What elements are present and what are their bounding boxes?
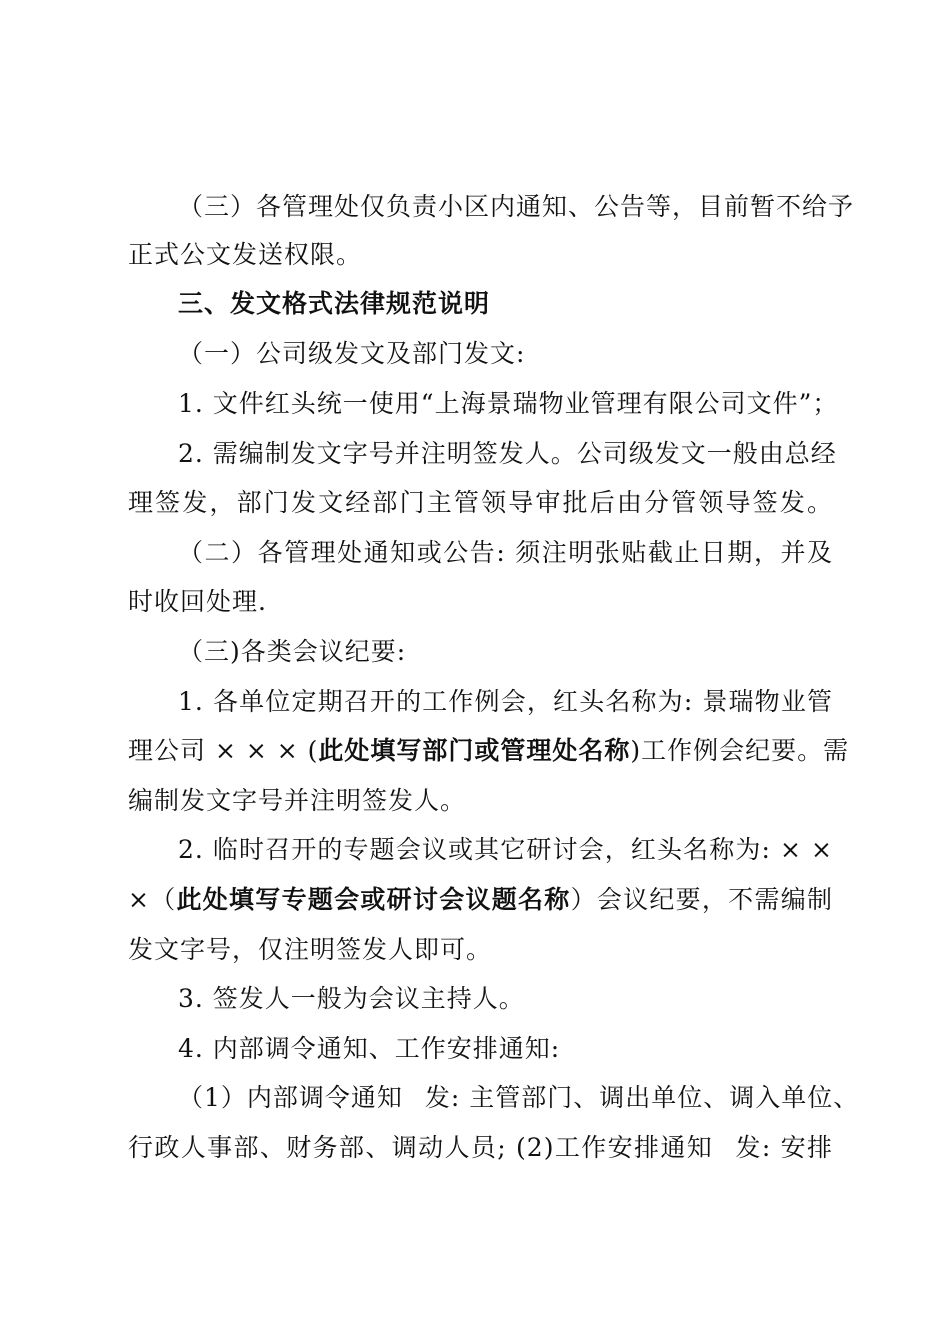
- subsection-heading: （三)各类会议纪要:: [178, 637, 407, 666]
- subsection-heading: （一）公司级发文及部门发文:: [178, 339, 526, 368]
- paragraph-line-mixed: [128, 1132, 833, 1164]
- text-segment: （1）内部调令通知: [178, 1083, 403, 1112]
- paragraph-line-mixed: [128, 735, 850, 767]
- paragraph-line: （二）各管理处通知或公告: 须注明张贴截止日期，并及: [178, 538, 833, 567]
- text-segment: 发: 主管部门、调出单位、调入单位、: [424, 1083, 860, 1112]
- paragraph-line: 2. 需编制发文字号并注明签发人。公司级发文一般由总经: [178, 439, 837, 468]
- paragraph-line: 编制发文字号并注明签发人。: [128, 786, 467, 815]
- paragraph-line-mixed: [128, 884, 833, 916]
- paragraph-line: 3. 签发人一般为会议主持人。: [178, 984, 525, 1013]
- text-segment: 理公司 × × × (: [128, 736, 319, 765]
- bold-placeholder: 此处填写专题会或研讨会议题名称: [176, 885, 571, 914]
- text-segment: 发: 安排: [735, 1133, 833, 1162]
- paragraph-line: 1. 各单位定期召开的工作例会，红头名称为: 景瑞物业管: [178, 687, 833, 716]
- paragraph-line: （三）各管理处仅负责小区内通知、公告等，目前暂不给予: [178, 192, 855, 221]
- paragraph-line: 正式公文发送权限。: [128, 240, 363, 269]
- paragraph-line: 发文字号，仅注明签发人即可。: [128, 935, 493, 964]
- bold-placeholder: 此处填写部门或管理处名称: [318, 736, 631, 765]
- text-segment: 行政人事部、财务部、调动人员; (2)工作安排通知: [128, 1133, 714, 1162]
- paragraph-line: 理签发，部门发文经部门主管领导审批后由分管领导签发。: [128, 488, 833, 517]
- text-segment: )工作例会纪要。需: [630, 736, 850, 765]
- section-heading: 三、发文格式法律规范说明: [178, 289, 491, 318]
- paragraph-line: 1. 文件红头统一使用“上海景瑞物业管理有限公司文件”；: [178, 389, 839, 418]
- paragraph-line-mixed: [178, 1082, 860, 1114]
- text-segment: ）会议纪要，不需编制: [570, 885, 833, 914]
- paragraph-line: 4. 内部调令通知、工作安排通知:: [178, 1034, 561, 1063]
- paragraph-line: 2. 临时召开的专题会议或其它研讨会，红头名称为: × ×: [178, 835, 833, 864]
- paragraph-line: 时收回处理.: [128, 587, 267, 616]
- text-segment: ×（: [128, 885, 177, 914]
